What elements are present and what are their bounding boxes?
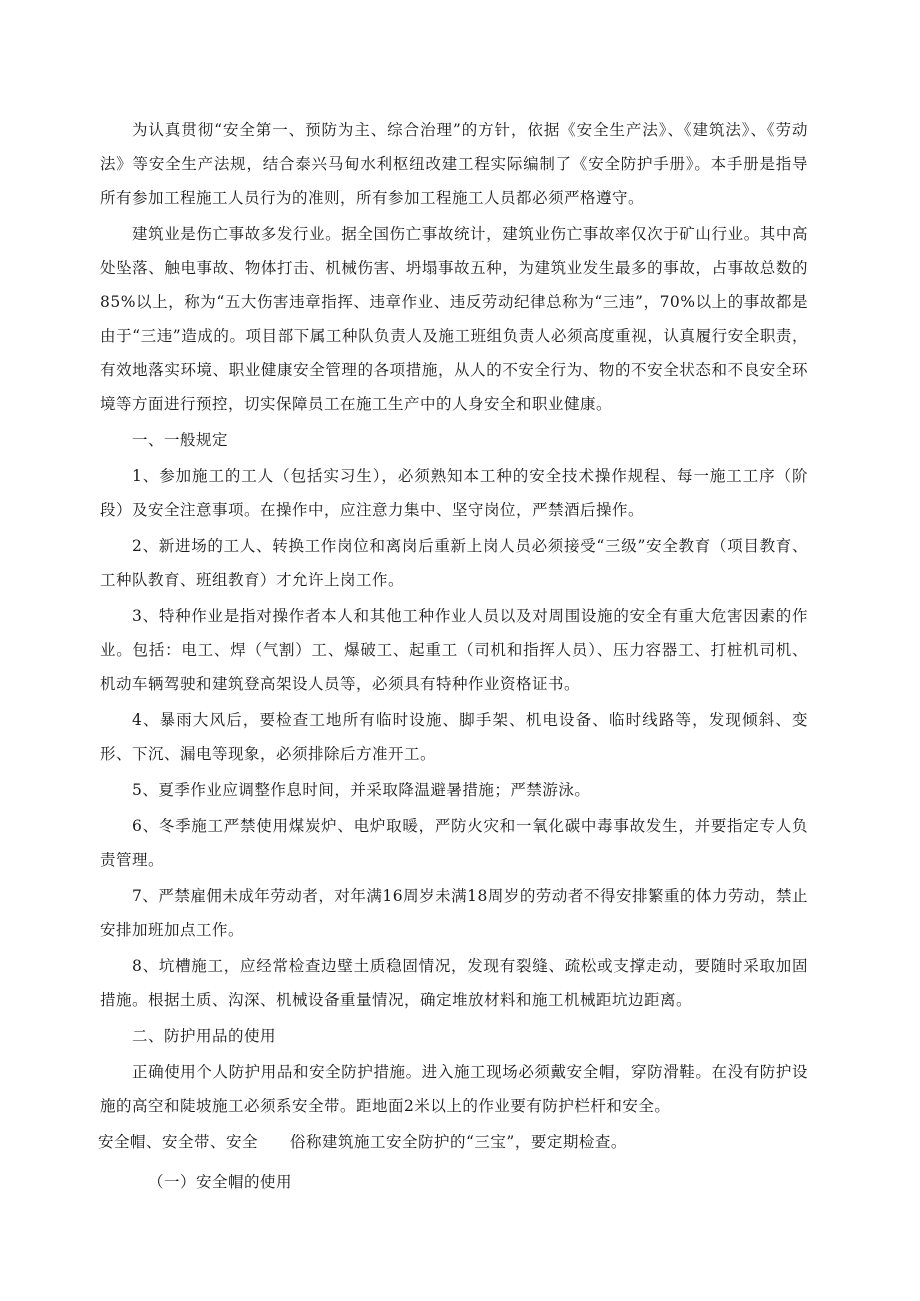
rule-item-5: 5、夏季作业应调整作息时间，并采取降温避暑措施；严禁游泳。 bbox=[132, 781, 591, 799]
rule-item-7: 7、严禁雇佣未成年劳动者，对年满16周岁未满18周岁的劳动者不得安排繁重的体力劳动，禁止安排加班加点工作。 bbox=[100, 887, 808, 939]
rule-item-6: 6、冬季施工严禁使用煤炭炉、电炉取暖，严防火灾和一氧化碳中毒事故发生，并要指定专人负责管理。 bbox=[100, 817, 808, 869]
intro-paragraph-2: 建筑业是伤亡事故多发行业。据全国伤亡事故统计，建筑业伤亡事故率仅次于矿山行业。其中高处坠落、触电事故、物体打击、机械伤害、坍塌事故五种，为建筑业发生最多的事故，占事故总数的85%以上，称为“五大伤害违章指挥、违章作业、违反劳动纪律总称为“三违”，70%以上的事故都是由于“三违”造成的。项目部下属工种队负责人及施工班组负责人必须高度重视，认真履行安全职责，有效地落实环境、职业健康安全管理的各项措施，从人的不安全行为、物的不安全状态和不良安全环境等方面进行预控，切实保障员工在施工生产中的人身安全和职业健康。 bbox=[100, 225, 808, 413]
rule-item-4: 4、暴雨大风后，要检查工地所有临时设施、脚手架、机电设备、临时线路等，发现倾斜、变形、下沉、漏电等现象，必须排除后方准开工。 bbox=[100, 711, 808, 763]
rule-item-3: 3、特种作业是指对操作者本人和其他工种作业人员以及对周围设施的安全有重大危害因素的作业。包括：电工、焊（气割）工、爆破工、起重工（司机和指挥人员）、压力容器工、打桩机司机、机动车辆驾驶和建筑登高架设人员等，必须具有特种作业资格证书。 bbox=[100, 607, 808, 693]
helmet-subsection-heading: （一）安全帽的使用 bbox=[148, 1173, 293, 1191]
intro-paragraph-1: 为认真贯彻“安全第一、预防为主、综合治理”的方针，依据《安全生产法》、《建筑法》、《劳动法》等安全生产法规，结合泰兴马甸水利枢纽改建工程实际编制了《安全防护手册》。本手册是指导所有参加工程施工人员行为的准则，所有参加工程施工人员都必须严格遵守。 bbox=[100, 121, 808, 207]
rule-item-2: 2、新进场的工人、转换工作岗位和离岗后重新上岗人员必须接受“三级”安全教育（项目教育、工种队教育、班组教育）才允许上岗工作。 bbox=[100, 537, 808, 589]
document-body bbox=[100, 113, 808, 1199]
protective-equipment-paragraph: 正确使用个人防护用品和安全防护措施。进入施工现场必须戴安全帽，穿防滑鞋。在没有防护设施的高空和陡坡施工必须系安全带。距地面2米以上的作业要有防护栏杆和安全。 bbox=[100, 1063, 808, 1115]
rule-item-1: 1、参加施工的工人（包括实习生），必须熟知本工种的安全技术操作规程、每一施工工序（阶段）及安全注意事项。在操作中，应注意力集中、坚守岗位，严禁酒后操作。 bbox=[100, 467, 808, 519]
section-1-heading: 一、一般规定 bbox=[132, 431, 229, 449]
section-2-heading: 二、防护用品的使用 bbox=[132, 1027, 277, 1045]
rule-item-8: 8、坑槽施工，应经常检查边壁土质稳固情况，发现有裂缝、疏松或支撑走动，要随时采取加固措施。根据土质、沟深、机械设备重量情况，确定堆放材料和施工机械距坑边距离。 bbox=[100, 957, 808, 1009]
three-treasures-paragraph: 安全帽、安全带、安全 俗称建筑施工安全防护的“三宝”，要定期检查。 bbox=[98, 1133, 627, 1151]
